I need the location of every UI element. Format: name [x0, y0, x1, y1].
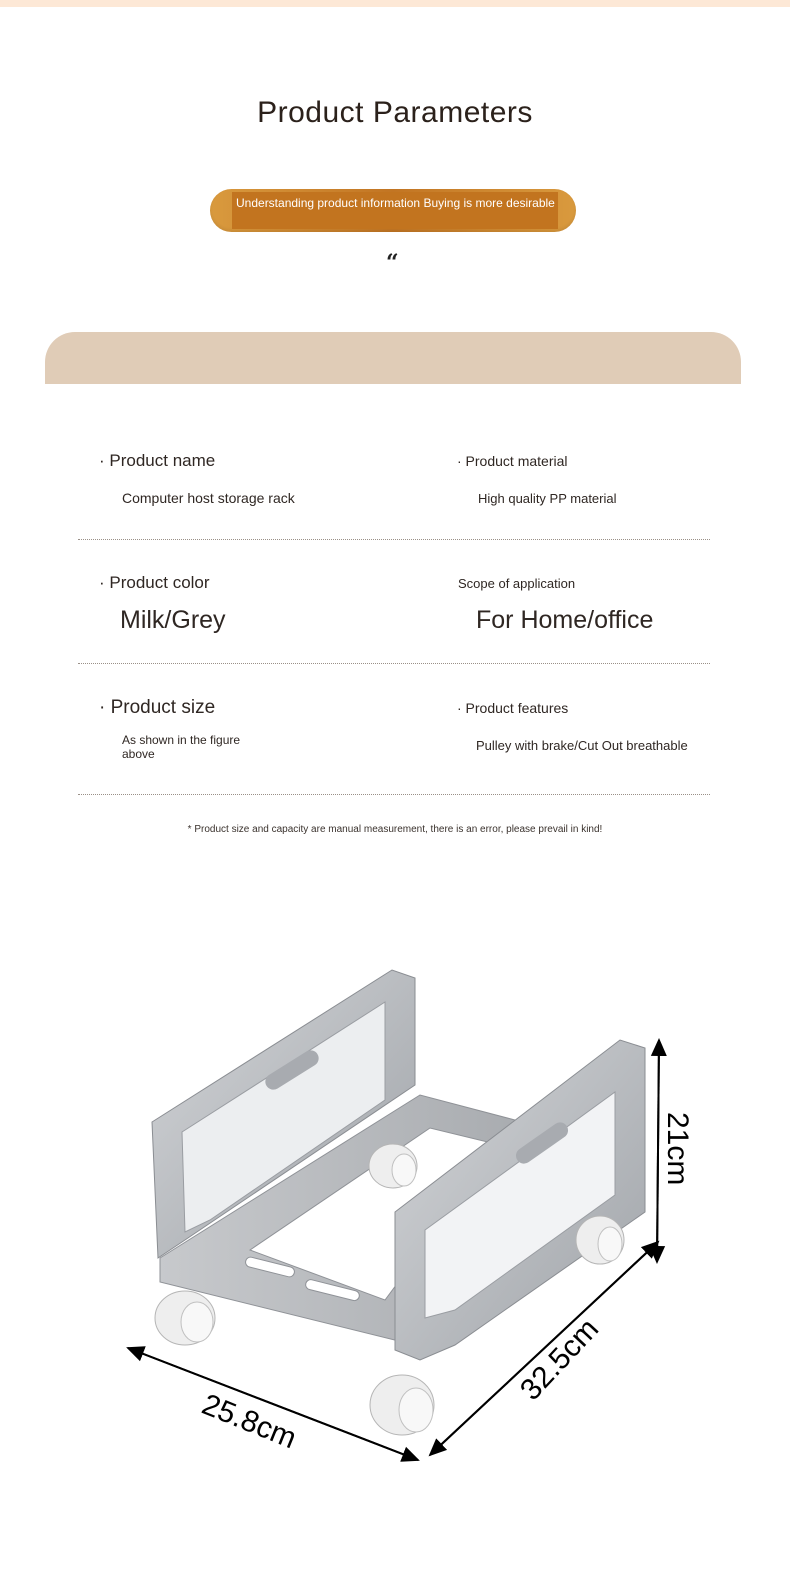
product-illustration [0, 940, 790, 1500]
product-color-label: · Product color [99, 573, 210, 592]
section-header-band [45, 332, 741, 384]
caster-wheel [576, 1216, 624, 1264]
scope-value: For Home/office [476, 606, 654, 634]
height-dimension-label: 21cm [661, 1112, 694, 1186]
product-size-value-line1: As shown in the figure [122, 733, 241, 747]
product-material-value: High quality PP material [478, 491, 617, 506]
product-material-label: · Product material [457, 453, 568, 469]
quote-icon: “ [386, 250, 399, 276]
caster-wheel [369, 1144, 417, 1188]
intro-banner-text: Understanding product information Buying is more desirable [232, 192, 558, 229]
product-name-value: Computer host storage rack [122, 490, 295, 506]
measurement-note: * Product size and capacity are manual measurement, there is an error, please prevail in kind! [187, 824, 603, 835]
product-size-value [122, 733, 240, 761]
divider [78, 663, 710, 664]
caster-wheel [155, 1291, 215, 1345]
scope-label: Scope of application [458, 576, 576, 591]
product-features-value: Pulley with brake/Cut Out breathable [476, 738, 688, 753]
width-dimension-label: 25.8cm [197, 1387, 301, 1456]
page-title: Product Parameters [257, 96, 533, 129]
divider [78, 794, 710, 795]
product-name-label: · Product name [99, 451, 216, 470]
caster-wheel [370, 1375, 434, 1435]
intro-banner [210, 189, 576, 232]
product-size-label: · Product size [99, 697, 216, 718]
product-features-label: · Product features [457, 700, 569, 716]
depth-dimension-label: 32.5cm [513, 1312, 606, 1407]
top-accent-strip [0, 0, 790, 7]
product-color-value: Milk/Grey [120, 606, 226, 634]
divider [78, 539, 710, 540]
product-size-value-line2: above [122, 747, 155, 761]
